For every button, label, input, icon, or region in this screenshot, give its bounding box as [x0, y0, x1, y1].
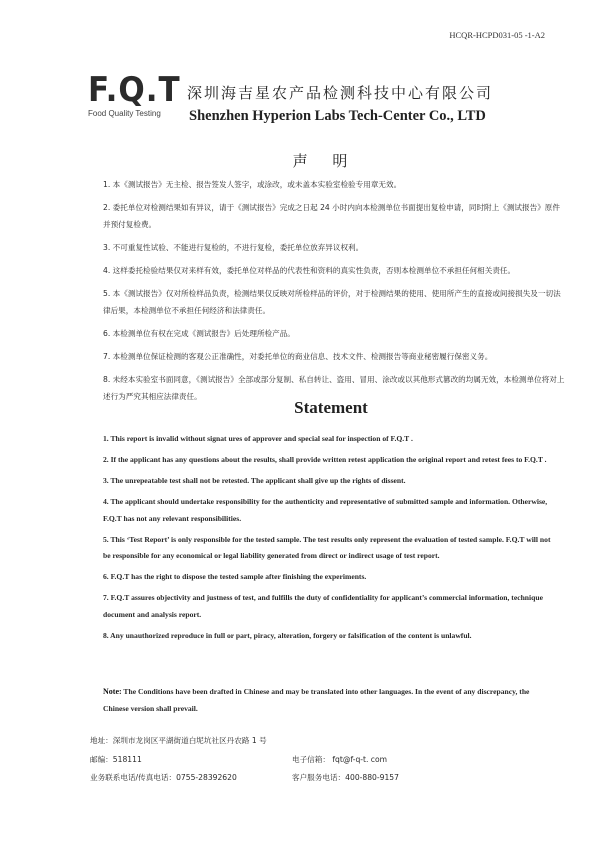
note-label: Note: — [103, 687, 122, 696]
list-item: 7. F.Q.T assures objectivity and justness of test, and fulfills the duty of confidentiality for applicant’s commercial information, technique document and analysis report. — [103, 593, 543, 619]
list-item: 8. Any unauthorized reproduce in full or part, piracy, alteration, forgery or falsification of the content is unlawful. — [103, 630, 472, 640]
list-item: 2. 委托单位对检测结果如有异议，请于《测试报告》完成之日起 24 小时内向本检测单位书面提出复检申请，同时附上《测试报告》原件并预付复检费。 — [103, 203, 560, 229]
list-item: 3. 不可重复性试验、不能进行复检的，不进行复检，委托单位放弃异议权利。 — [103, 243, 364, 252]
footer-service-phone: 客户服务电话：400-880-9157 — [292, 773, 399, 782]
list-item: 1. 本《测试报告》无主检、报告签发人签字，或涂改，或未盖本实验室检验专用章无效。 — [103, 180, 402, 189]
company-name-en: Shenzhen Hyperion Labs Tech-Center Co., LTD — [189, 108, 486, 124]
list-item: 5. This ‘Test Report’ is only responsible for the tested sample. The test results only represent the evaluation of tested sample. F.Q.T will not be responsible for any economical or legal liability generated from direct or indirect usage of test report. — [103, 534, 551, 560]
list-item: 1. This report is invalid without signat ures of approver and special seal for inspection of F.Q.T . — [103, 434, 413, 443]
statement-list-en — [103, 431, 551, 649]
footer-postcode: 邮编：518111 — [90, 755, 142, 764]
note-text: The Conditions have been drafted in Chinese and may be translated into other languages. In the event of any discrepancy, the Chinese version shall prevail. — [103, 687, 530, 713]
footer-email: 电子信箱： fqt@f-q-t. com — [292, 755, 388, 764]
list-item: 2. If the applicant has any questions about the results, shall provide written retest application the original report and retest fees to F.Q.T . — [103, 455, 547, 464]
list-item: 4. 这样委托检验结果仅对来样有效，委托单位对样品的代表性和资料的真实性负责，否则本检测单位不承担任何相关责任。 — [103, 266, 516, 275]
note-paragraph — [103, 684, 553, 717]
footer-address: 地址：深圳市龙岗区平湖街道白坭坑社区丹农路 1 号 — [90, 736, 267, 745]
company-name-cn: 深圳海吉星农产品检测科技中心有限公司 — [187, 84, 494, 102]
list-item: 3. The unrepeatable test shall not be retested. The applicant shall give up the rights of dissent. — [103, 476, 406, 485]
statement-heading-en: Statement — [294, 398, 368, 417]
footer-phone: 业务联系电话/传真电话：0755-28392620 — [90, 773, 237, 782]
document-code: HCQR-HCPD031-05 -1-A2 — [449, 30, 545, 40]
list-item: 5. 本《测试报告》仅对所检样品负责，检测结果仅反映对所检样品的评价，对于检测结果的使用、使用所产生的直接或间接损失及一切法律后果，本检测单位不承担任何经济和法律责任。 — [103, 289, 561, 315]
list-item: 4. The applicant should undertake responsibility for the authenticity and representative of submitted sample and information. Otherwise, F.Q.T has not any relevant responsibilities. — [103, 497, 548, 523]
list-item: 7. 本检测单位保证检测的客观公正准确性，对委托单位的商业信息、技术文件、检测报告等商业秘密履行保密义务。 — [103, 352, 493, 361]
statement-list-cn — [103, 176, 565, 411]
logo-mark: F.Q.T — [88, 70, 181, 110]
list-item: 8. 未经本实验室书面同意，《测试报告》全部或部分复制、私自转让、盗用、冒用、涂改或以其他形式篡改的均属无效，本检测单位将对上述行为严究其相应法律责任。 — [103, 375, 565, 401]
fqt-logo — [88, 70, 181, 118]
list-item: 6. F.Q.T has the right to dispose the tested sample after finishing the experiments. — [103, 572, 367, 581]
statement-heading-cn: 声 明 — [292, 152, 358, 170]
list-item: 6. 本检测单位有权在完成《测试报告》后处理所检产品。 — [103, 329, 295, 338]
logo-subtitle: Food Quality Testing — [88, 109, 161, 118]
